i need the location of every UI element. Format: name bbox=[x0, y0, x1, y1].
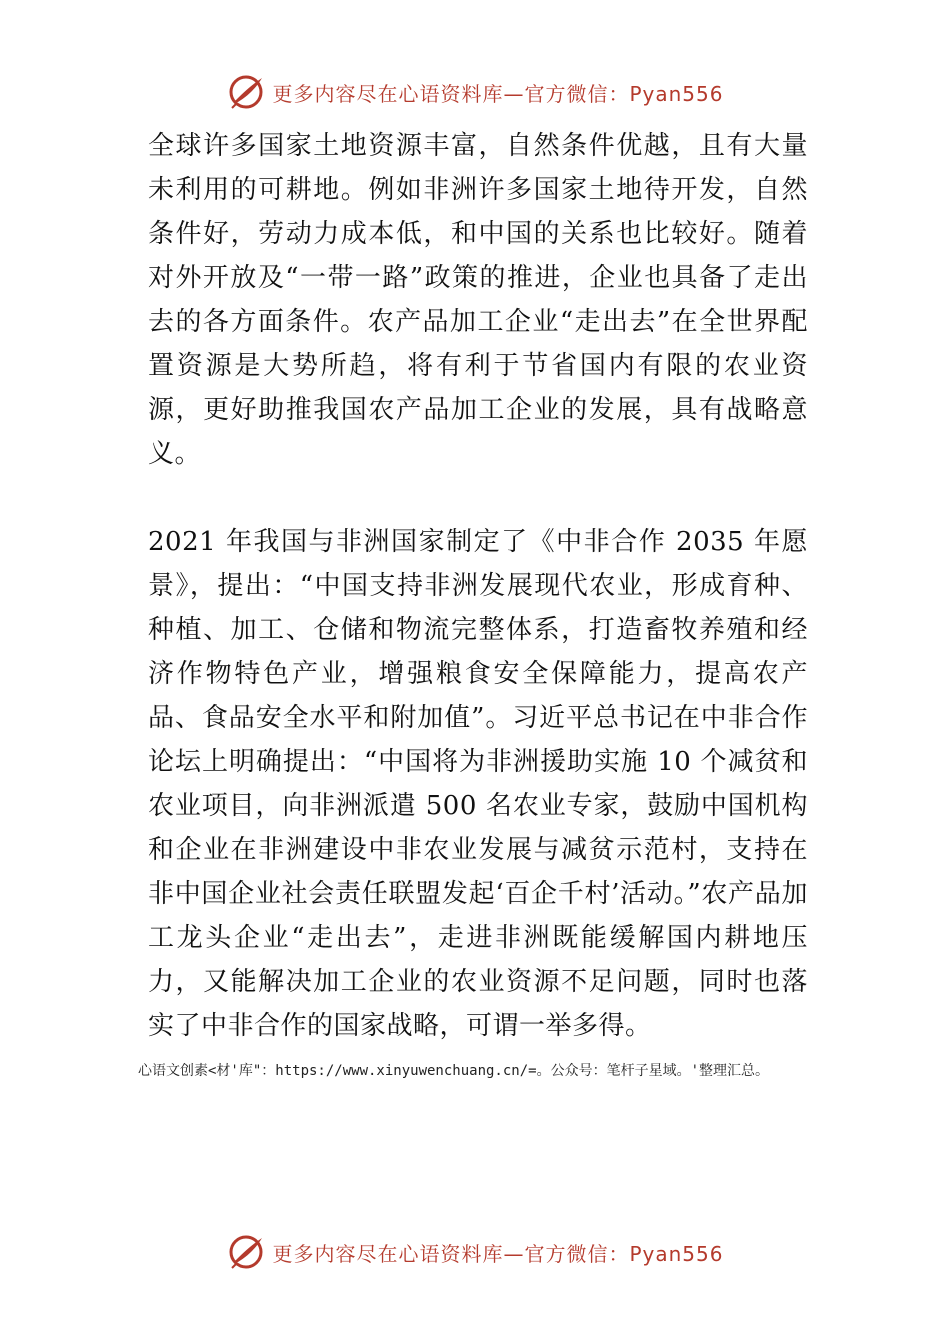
banner-text: 更多内容尽在心语资料库—官方微信：Pyan556 bbox=[272, 81, 724, 106]
paragraph-2: 2021 年我国与非洲国家制定了《中非合作 2035 年愿景》，提出：“中国支持非洲发展现代农业，形成育种、种植、加工、仓储和物流完整体系，打造畜牧养殖和经济作物特色产业，增强粮食安全保障能力，提高农产品、食品安全水平和附加值”。习近平总书记在中非合作论坛上明确提出：“中国将为非洲援助实施 10 个减贫和农业项目，向非洲派遣 500 名农业专家，鼓励中国机构和企业在非洲建设中非农业发展与减贫示范村，支持在非中国企业社会责任联盟发起‘百企千村’活动。”农产品加工龙头企业“走出去”，走进非洲既能缓解国内耕地压力，又能解决加工企业的农业资源不足问题，同时也落实了中非合作的国家战略，可谓一举多得。 bbox=[148, 527, 808, 1041]
header-banner bbox=[0, 70, 950, 114]
footer-banner bbox=[0, 1230, 950, 1274]
quill-logo-icon bbox=[226, 1232, 266, 1272]
document-body bbox=[148, 124, 808, 1048]
source-footnote: 心语文创素<材'库"：https://www.xinyuwenchuang.cn/=。公众号：笔杆子星域。'整理汇总。 bbox=[138, 1063, 770, 1079]
banner-text: 更多内容尽在心语资料库—官方微信：Pyan556 bbox=[272, 1241, 724, 1266]
quill-logo-icon bbox=[226, 72, 266, 112]
paragraph-1: 全球许多国家土地资源丰富，自然条件优越，且有大量未利用的可耕地。例如非洲许多国家土地待开发，自然条件好，劳动力成本低，和中国的关系也比较好。随着对外开放及“一带一路”政策的推进，企业也具备了走出去的各方面条件。农产品加工企业“走出去”在全世界配置资源是大势所趋，将有利于节省国内有限的农业资源，更好助推我国农产品加工企业的发展，具有战略意义。 bbox=[148, 131, 808, 469]
